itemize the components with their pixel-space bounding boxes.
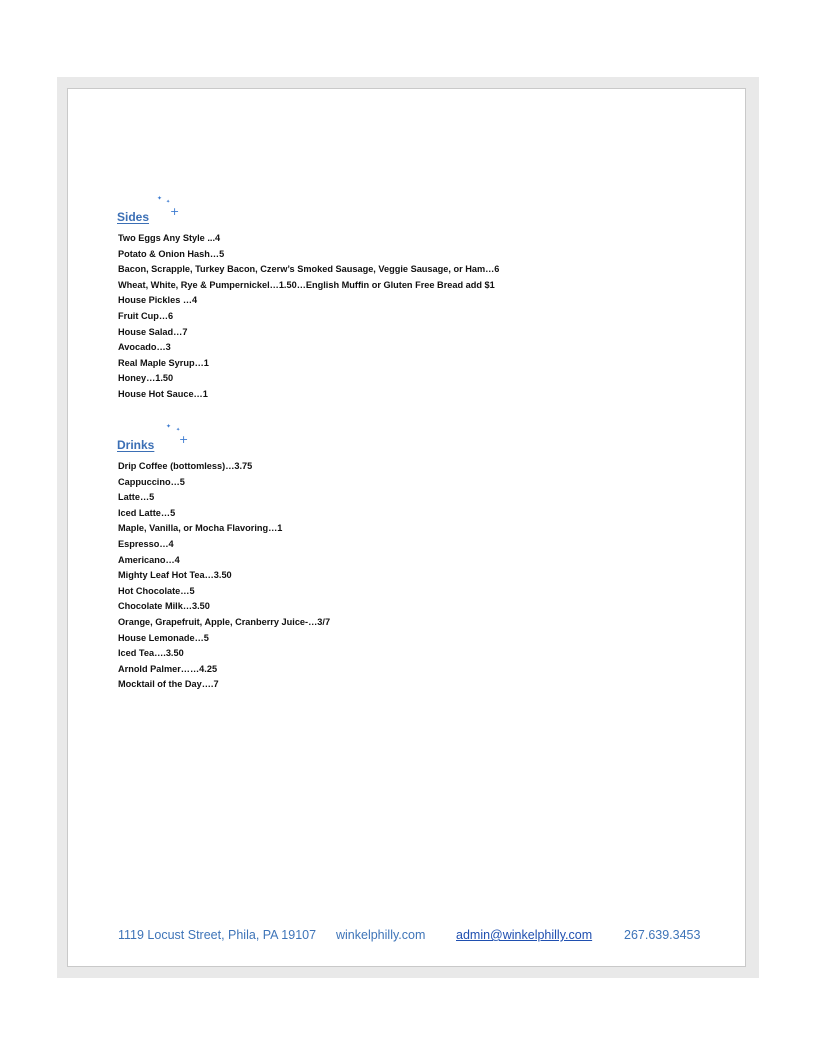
menu-item: Orange, Grapefruit, Apple, Cranberry Juice-…3/7 [118,616,331,627]
menu-item: Iced Latte…5 [118,507,176,518]
drinks-heading: Drinks [117,438,155,452]
sparkle-icon: ✦ [166,199,171,205]
footer-website[interactable]: winkelphilly.com [336,928,426,942]
sparkle-icon: ✦ [176,427,181,433]
menu-item: House Hot Sauce…1 [118,388,208,399]
menu-item: Arnold Palmer……4.25 [118,663,218,674]
menu-item: Real Maple Syrup…1 [118,357,209,368]
menu-item: Wheat, White, Rye & Pumpernickel…1.50…English Muffin or Gluten Free Bread add $1 [118,279,495,290]
menu-item: House Pickles …4 [118,295,198,306]
menu-item: Latte…5 [118,492,155,503]
menu-item: Mighty Leaf Hot Tea…3.50 [118,570,232,581]
menu-item: Americano…4 [118,554,180,565]
menu-item: Chocolate Milk…3.50 [118,601,210,612]
menu-item: House Lemonade…5 [118,632,209,643]
menu-item: Potato & Onion Hash…5 [118,248,225,259]
menu-item: House Salad…7 [118,326,188,337]
sparkle-icon: ✦ [166,423,172,430]
menu-item: Mocktail of the Day….7 [118,679,219,690]
menu-item: Two Eggs Any Style ...4 [118,233,221,243]
sparkle-icon: ✦ [157,195,163,202]
footer-email-link[interactable]: admin@winkelphilly.com [456,928,593,942]
sparkle-icon: + [170,205,180,218]
menu-item: Hot Chocolate…5 [118,585,195,596]
sparkle-icon: + [179,433,189,446]
menu-item: Espresso…4 [118,538,174,549]
menu-item: Bacon, Scrapple, Turkey Bacon, Czerw’s Smoked Sausage, Veggie Sausage, or Ham…6 [118,264,500,275]
menu-item: Maple, Vanilla, or Mocha Flavoring…1 [118,523,283,534]
footer-address: 1119 Locust Street, Phila, PA 19107 [118,928,317,942]
drinks-list [118,459,330,693]
menu-item: Honey…1.50 [118,373,174,384]
sides-list [118,231,499,403]
menu-item: Iced Tea….3.50 [118,648,184,659]
footer-phone: 267.639.3453 [624,928,701,942]
menu-item: Fruit Cup…6 [118,310,174,321]
menu-item: Drip Coffee (bottomless)…3.75 [118,461,253,471]
menu-item: Cappuccino…5 [118,476,185,487]
sides-heading: Sides [117,210,150,224]
menu-item: Avocado…3 [118,342,171,353]
